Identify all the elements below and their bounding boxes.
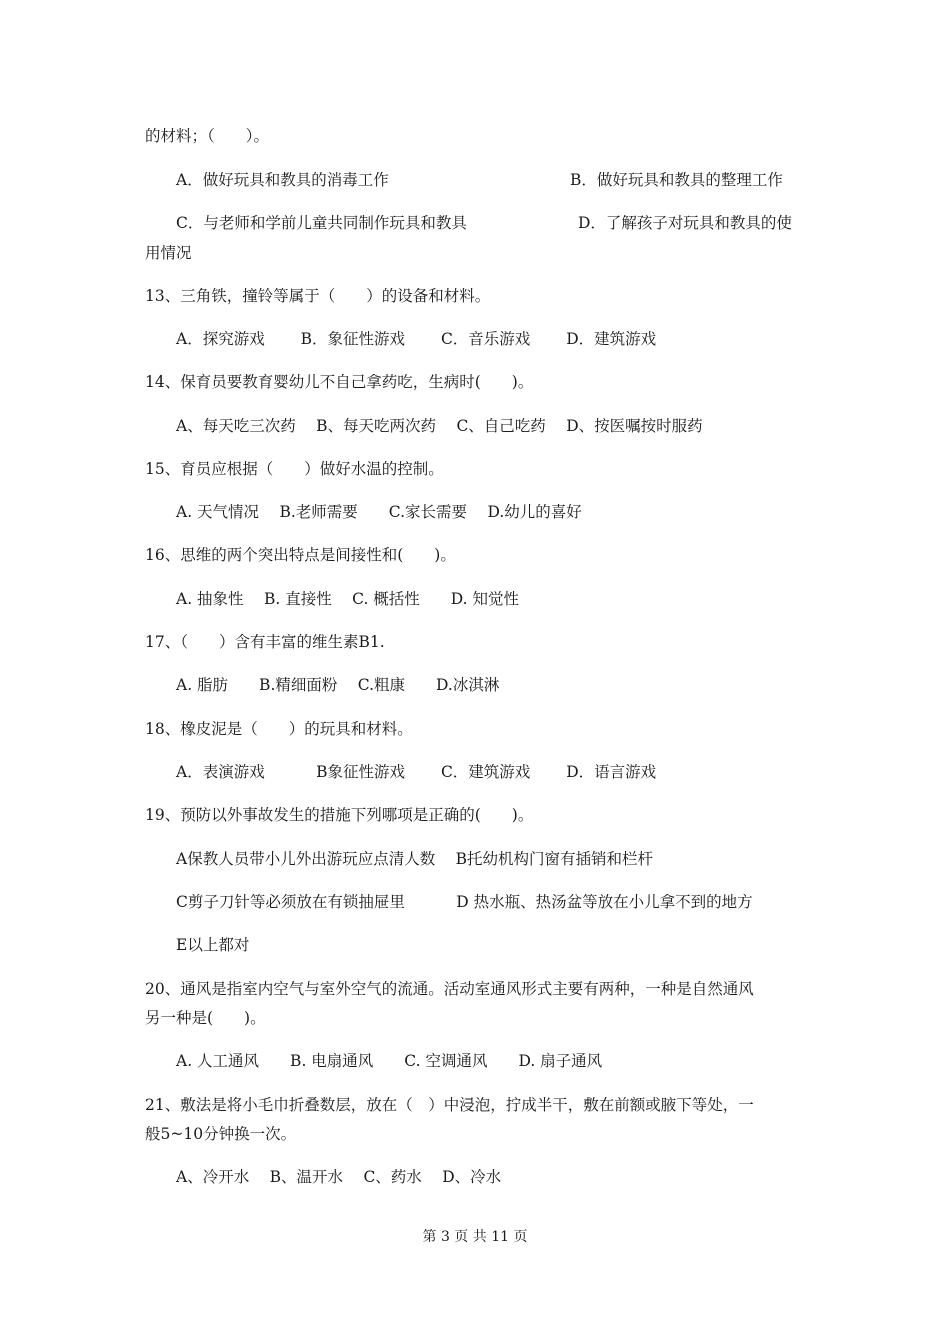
options-19-e: E以上都对 (176, 936, 250, 954)
text-line: 用情况 (145, 244, 192, 262)
question-16: 16、思维的两个突出特点是间接性和( )。 (145, 546, 456, 564)
options-20: A. 人工通风 B. 电扇通风 C. 空调通风 D. 扇子通风 (176, 1052, 603, 1070)
options-13: A．探究游戏 B．象征性游戏 C．音乐游戏 D．建筑游戏 (176, 330, 657, 348)
question-21-cont: 般5~10分钟换一次。 (145, 1125, 297, 1143)
option-c: C．与老师和学前儿童共同制作玩具和教具 (176, 214, 467, 232)
question-19: 19、预防以外事故发生的措施下列哪项是正确的( )。 (145, 806, 534, 824)
question-20: 20、通风是指室内空气与室外空气的流通。活动室通风形式主要有两种，一种是自然通风 (145, 980, 754, 998)
question-13: 13、三角铁，撞铃等属于（ ）的设备和材料。 (145, 287, 491, 305)
option-d: D．了解孩子对玩具和教具的使 (578, 214, 792, 232)
page-footer: 第 3 页 共 11 页 (422, 1229, 528, 1245)
question-17: 17、（ ）含有丰富的维生素B1. (145, 633, 385, 651)
question-21: 21、敷法是将小毛巾折叠数层，放在（ ）中浸泡，拧成半干，敷在前额或腋下等处，一 (145, 1096, 754, 1114)
option-a: A．做好玩具和教具的消毒工作 (176, 171, 389, 189)
options-19-ab: A保教人员带小儿外出游玩应点清人数 B托幼机构门窗有插销和栏杆 (176, 850, 654, 868)
options-17: A. 脂肪 B.精细面粉 C.粗康 D.冰淇淋 (176, 676, 500, 694)
options-16: A. 抽象性 B. 直接性 C. 概括性 D. 知觉性 (176, 590, 520, 608)
question-14: 14、保育员要教育婴幼儿不自己拿药吃，生病时( )。 (145, 373, 534, 391)
question-18: 18、橡皮泥是（ ）的玩具和材料。 (145, 720, 413, 738)
question-15: 15、育员应根据（ ）做好水温的控制。 (145, 460, 444, 478)
option-b: B．做好玩具和教具的整理工作 (570, 171, 783, 189)
options-21: A、冷开水 B、温开水 C、药水 D、冷水 (176, 1168, 502, 1186)
options-18: A．表演游戏 B象征性游戏 C．建筑游戏 D．语言游戏 (176, 763, 657, 781)
question-20-cont: 另一种是( )。 (145, 1009, 266, 1027)
options-14: A、每天吃三次药 B、每天吃两次药 C、自己吃药 D、按医嘱按时服药 (176, 417, 703, 435)
options-15: A. 天气情况 B.老师需要 C.家长需要 D.幼儿的喜好 (176, 503, 582, 521)
options-19-cd: C剪子刀针等必须放在有锁抽屉里 D 热水瓶、热汤盆等放在小儿拿不到的地方 (176, 893, 753, 911)
text-line: 的材料；（ ）。 (145, 127, 270, 145)
